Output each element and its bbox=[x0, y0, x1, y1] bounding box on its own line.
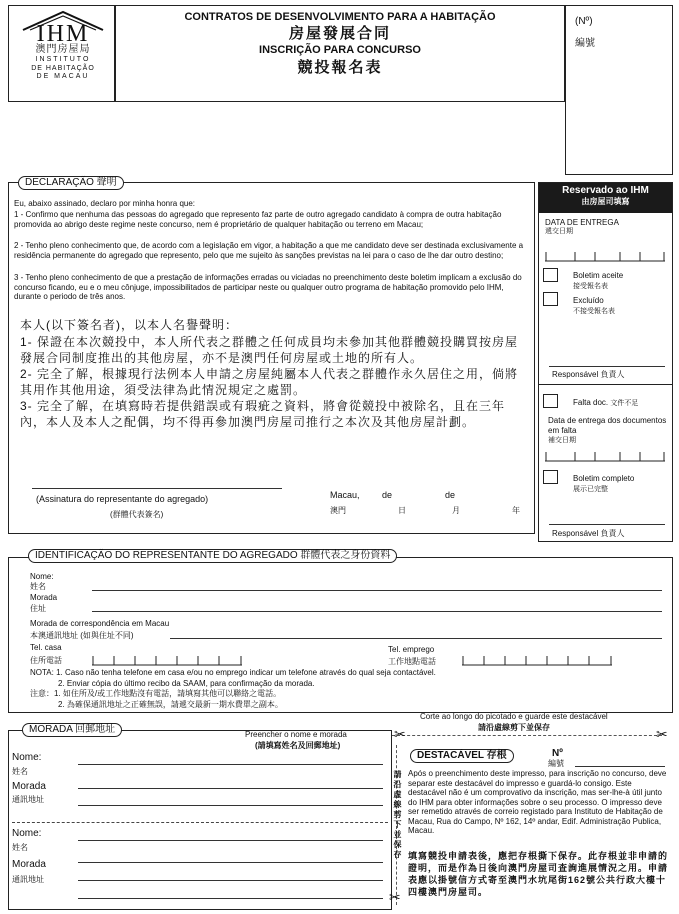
id-name-field[interactable] bbox=[92, 590, 662, 591]
number-label: (Nº) bbox=[575, 16, 593, 27]
scissors-icon-top-left: ✂ bbox=[394, 726, 406, 742]
tel-casa-field[interactable] bbox=[92, 652, 242, 666]
reserved-divider bbox=[539, 384, 672, 385]
id-corresp-label-cn: 本澳通訊地址 (如與住址不同) bbox=[30, 631, 134, 640]
addr2-morada-label-cn: 通訊地址 bbox=[12, 875, 44, 884]
subtitle-pt: INSCRIÇÃO PARA CONCURSO bbox=[259, 44, 421, 56]
note-1: NOTA: 1. Caso não tenha telefone em casa e/ou no emprego indicar um telefone através do qual seja contactável. bbox=[30, 668, 436, 677]
date-place: Macau, bbox=[330, 490, 360, 500]
complete-label-cn: 展示已完整 bbox=[573, 486, 608, 493]
excluded-label: Excluído bbox=[573, 296, 604, 305]
addr2-morada-field-1[interactable] bbox=[78, 862, 383, 863]
stub-text-cn: 填寫競投申請表後，應把存根撕下保存。此存根並非申請的證明，而是作為日後向澳門房屋司查詢進展情況之用。申請表應以掛號信方式寄至澳門水坑尾街162號公共行政大樓十四樓澳門房屋司。 bbox=[408, 851, 669, 897]
reserved-header bbox=[539, 183, 672, 213]
missing-date-label-cn: 補交日期 bbox=[548, 437, 576, 444]
accepted-checkbox[interactable] bbox=[543, 268, 558, 282]
cut-line-horizontal bbox=[392, 735, 662, 736]
id-name-label-cn: 姓名 bbox=[30, 582, 46, 591]
date-entry-field[interactable] bbox=[545, 246, 665, 262]
address-fill-hint-cn: (請填寫姓名及回郵地址) bbox=[255, 741, 341, 750]
scissors-icon-top-right: ✂ bbox=[656, 726, 668, 742]
addr2-morada-field-3[interactable] bbox=[78, 898, 383, 899]
accepted-label: Boletim aceite bbox=[573, 271, 624, 280]
declaration-item-3: 3 - Tenho pleno conhecimento de que a prestação de informações erradas ou viciadas no preenchimento deste boletim implicam a exclusão do concurso ficando, eu e o meu cônjuge, impossibilitados de participar neste ou qualquer outro programa de habitação promovido pelo IHM, durante o periodo de três anos. bbox=[14, 273, 522, 301]
excluded-checkbox[interactable] bbox=[543, 292, 558, 306]
stub-no-label-cn: 編號 bbox=[548, 759, 564, 768]
date-place-cn: 澳門 bbox=[330, 506, 346, 515]
declaration-cn-item-2: 2- 完全了解，根據現行法例本人申請之房屋純屬本人代表之群體作永久居住之用，倘將其用作其他用途，須受法律為此情況規定之處罰。 bbox=[20, 367, 519, 397]
complete-label: Boletim completo bbox=[573, 474, 635, 483]
stub-text: Após o preenchimento deste impresso, para inscrição no concurso, deve separar este destacável do impresso e guardá-lo consigo. Este destacável não é um comprovativo da inscrição, mas ser-lhe-à útil junto do IHM para obter informações sobre o seu processo. O impresso deve ser remetido através de correio registado para Instituto de Habitação de Macau, Rua do Campo, Nº 162, 14º andar, Edif. Administração Publica, Macau. bbox=[408, 769, 667, 835]
cut-instruction-cn: 請沿虛線剪下並保存 bbox=[478, 723, 550, 732]
responsible-2-line[interactable] bbox=[549, 524, 665, 525]
addr1-morada-field-1[interactable] bbox=[78, 788, 383, 789]
note-2: 2. Enviar cópia do último recibo da SAAM, para confirmação da morada. bbox=[58, 679, 315, 688]
declaration-item-2: 2 - Tenho pleno conhecimento que, de acordo com a legislação em vigor, a habitação a que me candidato deve ser destinada exclusivamente a residência permanente do agregado que represento, pelo que me sujeito às sanções previstas na lei para o caso de lhe dar outro destino; bbox=[14, 241, 524, 260]
excluded-label-cn: 不接受報名表 bbox=[573, 308, 615, 315]
declaration-cn-intro: 本人(以下簽名者)，以本人名譽聲明： bbox=[20, 318, 238, 332]
logo-text: IHM bbox=[36, 21, 90, 47]
signature-label: (Assinatura do representante do agregado) bbox=[36, 494, 209, 504]
logo-pt-2: DE HABITAÇÃO bbox=[31, 64, 95, 72]
ihm-logo bbox=[20, 10, 106, 96]
addr2-morada-label: Morada bbox=[12, 859, 46, 870]
reserved-title-cn: 由房屋司填寫 bbox=[581, 197, 630, 206]
date-year-cn: 年 bbox=[512, 506, 520, 515]
addr2-name-field[interactable] bbox=[78, 840, 383, 841]
declaration-cn-item-3: 3- 完全了解，在填寫時若提供錯誤或有瑕疵之資料，將會從競投中被除名，且在三年內，本人及本人之配偶，均不得再參加澳門房屋司推行之本次及其他房屋計劃。 bbox=[20, 399, 506, 429]
missing-date-label: Data de entrega dos documentos em falta bbox=[548, 416, 667, 435]
cut-side-text: 請沿虛線剪下並保存 bbox=[393, 770, 402, 860]
tel-emprego-field[interactable] bbox=[462, 652, 612, 666]
identification-label: IDENTIFICAÇÃO DO REPRESENTANTE DO AGREGADO 群體代表之身份資料 bbox=[28, 549, 397, 563]
addr1-morada-label: Morada bbox=[12, 781, 46, 792]
id-morada-label: Morada bbox=[30, 593, 58, 602]
addr1-name-field[interactable] bbox=[78, 764, 383, 765]
declaration-cn-item-1: 1- 保證在本次競投中，本人所代表之群體之任何成員均未參加其他群體競投購買按房屋發展合同制度推出的其他房屋，亦不是澳門任何房屋或土地的所有人。 bbox=[20, 335, 519, 365]
id-morada-label-cn: 住址 bbox=[30, 604, 46, 613]
title-cn: 房屋發展合同 bbox=[288, 25, 391, 42]
logo-cn: 澳門房屋局 bbox=[35, 44, 91, 55]
responsible-1-label: Responsável 負責人 bbox=[552, 370, 625, 379]
stub-no-label: Nº bbox=[552, 748, 563, 759]
complete-checkbox[interactable] bbox=[543, 470, 558, 484]
header-titles bbox=[115, 11, 565, 79]
tel-casa-label: Tel. casa bbox=[30, 643, 62, 652]
signature-line[interactable] bbox=[32, 488, 282, 489]
addr2-name-label-cn: 姓名 bbox=[12, 843, 28, 852]
missing-doc-checkbox[interactable] bbox=[543, 394, 558, 408]
date-entry-label: DATA DE ENTREGA bbox=[545, 218, 619, 227]
date-month-cn: 月 bbox=[452, 506, 460, 515]
declaration-item-1: 1 - Confirmo que nenhuma das pessoas do agregado que represento faz parte de outro agregado candidato à compra de outra habitação promovida ao abrigo deste regime neste concurso, nem é proprietário de qualquer habitação ou terreno em Macau; bbox=[14, 210, 502, 229]
number-field[interactable] bbox=[570, 55, 668, 169]
declaration-label: DECLARAÇÃO 聲明 bbox=[18, 176, 124, 190]
address-fill-hint: Preencher o nome e morada bbox=[245, 730, 347, 739]
stub-label: DESTACÁVEL 存根 bbox=[410, 749, 514, 763]
tel-emprego-label-cn: 工作地點電話 bbox=[388, 657, 436, 666]
missing-doc-text-cn: 文件不足 bbox=[610, 400, 639, 407]
missing-doc-label bbox=[573, 398, 638, 409]
accepted-label-cn: 接受報名表 bbox=[573, 283, 608, 290]
id-name-label: Nome: bbox=[30, 572, 54, 581]
addr1-morada-label-cn: 通訊地址 bbox=[12, 795, 44, 804]
title-pt: CONTRATOS DE DESENVOLVIMENTO PARA A HABITAÇÃO bbox=[184, 11, 496, 23]
subtitle-cn: 競投報名表 bbox=[297, 59, 383, 76]
responsible-2-label: Responsável 負責人 bbox=[552, 529, 625, 538]
date-day-cn: 日 bbox=[398, 506, 406, 515]
date-de-1: de bbox=[382, 490, 393, 500]
responsible-1-line[interactable] bbox=[549, 366, 665, 367]
logo-pt-1: INSTITUTO bbox=[35, 56, 91, 63]
address-label: MORADA 回郵地址 bbox=[22, 723, 122, 737]
address-block-1 bbox=[12, 750, 388, 823]
tel-casa-label-cn: 住所電話 bbox=[30, 656, 62, 665]
cut-instruction: Corte ao longo do picotado e guarde este destacável bbox=[420, 712, 608, 721]
note-cn-1: 注意：1. 如住所及/或工作地點沒有電話，請填寫其他可以聯絡之電話。 bbox=[30, 689, 282, 698]
declaration-intro: Eu, abaixo assinado, declaro por minha honra que: bbox=[14, 199, 196, 208]
id-corresp-field[interactable] bbox=[170, 638, 662, 639]
missing-doc-text: Falta doc. bbox=[573, 398, 609, 407]
addr1-name-label: Nome: bbox=[12, 752, 42, 763]
id-corresp-label: Morada de correspondência em Macau bbox=[30, 619, 170, 628]
logo-pt-3: DE MACAU bbox=[36, 73, 90, 80]
addr2-name-label: Nome: bbox=[12, 828, 42, 839]
signature-label-cn: (群體代表簽名) bbox=[110, 510, 164, 519]
stub-number-field[interactable] bbox=[575, 766, 665, 767]
id-morada-field[interactable] bbox=[92, 611, 662, 612]
reserved-title: Reservado ao IHM bbox=[562, 185, 649, 196]
missing-date-field[interactable] bbox=[545, 446, 665, 462]
addr1-morada-field-2[interactable] bbox=[78, 805, 383, 806]
date-de-2: de bbox=[445, 490, 456, 500]
addr1-name-label-cn: 姓名 bbox=[12, 767, 28, 776]
tel-emprego-label: Tel. emprego bbox=[388, 645, 435, 654]
scissors-icon-bottom: ✂ bbox=[389, 889, 401, 905]
date-entry-label-cn: 遞交日期 bbox=[545, 228, 573, 235]
note-cn-2: 2. 為確保通訊地址之正確無誤，請遞交最新一期水費單之副本。 bbox=[58, 700, 283, 709]
number-label-cn: 編號 bbox=[575, 38, 595, 49]
addr2-morada-field-2[interactable] bbox=[78, 880, 383, 881]
